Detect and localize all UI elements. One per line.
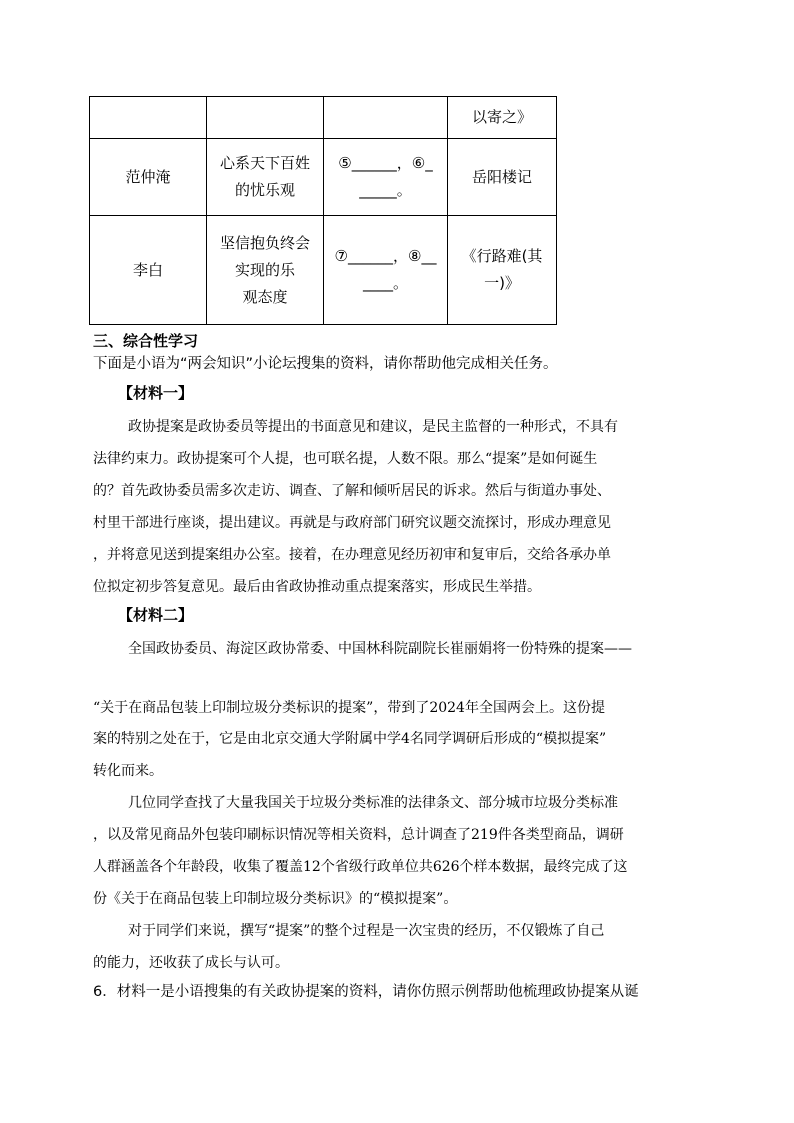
table-cell-blank: ⑤______，⑥_ _____。 bbox=[324, 139, 448, 216]
material1-line: 政协提案是政协委员等提出的书面意见和建议，是民主监督的一种形式，不具有 bbox=[128, 419, 618, 435]
material2-line: 转化而来。 bbox=[93, 763, 163, 779]
table-cell-view: 心系天下百姓 的忧乐观 bbox=[207, 139, 324, 216]
section-intro: 下面是小语为“两会知识”小论坛搜集的资料，请你帮助他完成相关任务。 bbox=[93, 356, 558, 372]
table-cell bbox=[324, 97, 448, 139]
material2-line: 案的特别之处在于，它是由北京交通大学附属中学4名同学调研后形成的“模拟提案” bbox=[93, 731, 607, 747]
table-cell-work: 《行路难(其 一)》 bbox=[448, 216, 557, 325]
material2-line: “关于在商品包装上印制垃圾分类标识的提案”，带到了2024年全国两会上。这份提 bbox=[93, 700, 605, 716]
material2-line: 对于同学们来说，撰写“提案”的整个过程是一次宝贵的经历，不仅锻炼了自己 bbox=[128, 923, 605, 939]
table-cell bbox=[207, 97, 324, 139]
table-cell-blank: ⑦______，⑧__ ____。 bbox=[324, 216, 448, 325]
material2-line: 的能力，还收获了成长与认可。 bbox=[93, 955, 289, 971]
material2-label: 【材料二】 bbox=[118, 606, 194, 624]
author-works-table bbox=[89, 96, 557, 325]
material1-line: 法律约束力。政协提案可个人提，也可联名提，人数不限。那么“提案”是如何诞生 bbox=[93, 451, 598, 467]
section-heading: 三、综合性学习 bbox=[93, 332, 199, 350]
material2-line: ，以及常见商品外包装印刷标识情况等相关资料，总计调查了219件各类型商品，调研 bbox=[93, 827, 624, 843]
material1-line: 的？首先政协委员需多次走访、调查、了解和倾听居民的诉求。然后与街道办事处、 bbox=[93, 483, 611, 499]
table-cell-author: 范仲淹 bbox=[90, 139, 207, 216]
table-row bbox=[90, 216, 557, 325]
question-6: 6．材料一是小语搜集的有关政协提案的资料，请你仿照示例帮助他梳理政协提案从诞 bbox=[93, 984, 639, 1000]
table-cell bbox=[90, 97, 207, 139]
material2-line: 人群涵盖各个年龄段，收集了覆盖12个省级行政单位共626个样本数据，最终完成了这 bbox=[93, 859, 628, 875]
material2-line: 全国政协委员、海淀区政协常委、中国林科院副院长崔丽娟将一份特殊的提案—— bbox=[128, 641, 632, 657]
material2-line: 份《关于在商品包装上印制垃圾分类标识》的“模拟提案”。 bbox=[93, 891, 458, 907]
table-cell-author: 李白 bbox=[90, 216, 207, 325]
material1-line: 位拟定初步答复意见。最后由省政协推动重点提案落实，形成民生举措。 bbox=[93, 579, 541, 595]
table-cell: 以寄之》 bbox=[448, 97, 557, 139]
table-cell-view: 坚信抱负终会 实现的乐 观态度 bbox=[207, 216, 324, 325]
table-row bbox=[90, 97, 557, 139]
material1-line: ，并将意见送到提案组办公室。接着，在办理意见经历初审和复审后，交给各承办单 bbox=[93, 547, 611, 563]
table-cell-work: 岳阳楼记 bbox=[448, 139, 557, 216]
material1-label: 【材料一】 bbox=[118, 384, 194, 402]
material1-line: 村里干部进行座谈，提出建议。再就是与政府部门研究议题交流探讨，形成办理意见 bbox=[93, 515, 611, 531]
material2-line: 几位同学查找了大量我国关于垃圾分类标准的法律条文、部分城市垃圾分类标准 bbox=[128, 795, 618, 811]
table-row bbox=[90, 139, 557, 216]
